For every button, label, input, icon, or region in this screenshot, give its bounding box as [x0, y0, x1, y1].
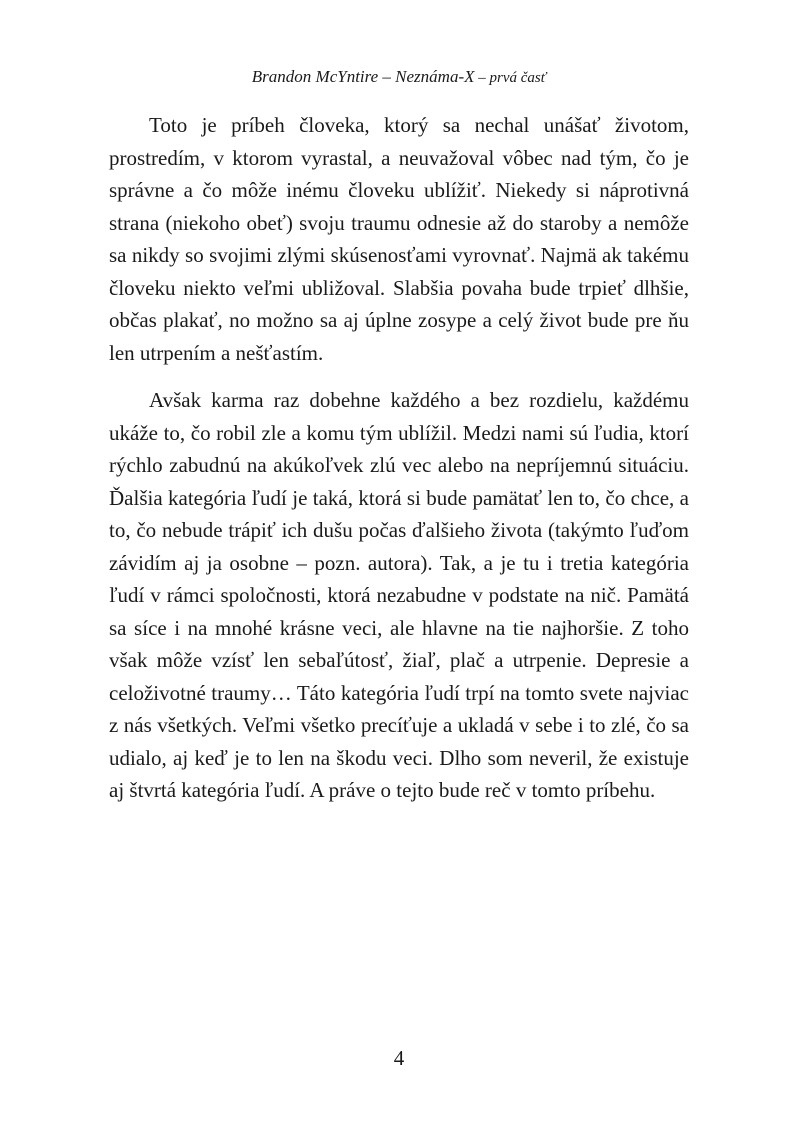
paragraph: Toto je príbeh človeka, ktorý sa nechal unášať životom, prostredím, v ktorom vyrastal, a neuvažoval vôbec nad tým, čo je správne a čo môže inému človeku ublížiť. Niekedy si náprotivná strana (niekoho obeť) svoju traumu odnesie až do staroby a nemôže sa nikdy so svojimi zlými skúsenosťami vyrovnať. Najmä ak takému človeku niekto veľmi ubližoval. Slabšia povaha bude trpieť dlhšie, občas plakať, no možno sa aj úplne zosype a celý život bude pre ňu len utrpením a nešťastím.: [109, 113, 689, 365]
running-header: [109, 66, 689, 89]
header-part: – prvá časť: [474, 70, 547, 86]
body-text: [109, 109, 689, 807]
page-number: 4: [393, 1046, 405, 1070]
paragraph: Avšak karma raz dobehne každého a bez rozdielu, každému ukáže to, čo robil zle a komu tým ublížil. Medzi nami sú ľudia, ktorí rýchlo zabudnú na akúkoľvek zlú vec alebo na nepríjemnú situáciu. Ďalšia kategória ľudí je taká, ktorá si bude pamätať len to, čo chce, a to, čo nebude trápiť ich dušu počas ďalšieho života (takýmto ľuďom závidím aj ja osobne – pozn. autora). Tak, a je tu i tretia kategória ľudí v rámci spoločnosti, ktorá nezabudne v podstate na nič. Pamätá sa síce i na mnohé krásne veci, ale hlavne na tie najhoršie. Z toho však môže vzísť len sebaľútosť, žiaľ, plač a utrpenie. Depresie a celoživotné traumy… Táto kategória ľudí trpí na tomto svete najviac z nás všetkých. Veľmi všetko precíťuje a ukladá v sebe i to zlé, čo sa udialo, aj keď je to len na škodu veci. Dlho som neveril, že existuje aj štvrtá kategória ľudí. A práve o tejto bude reč v tomto príbehu.: [109, 388, 689, 802]
book-page: [109, 0, 689, 1136]
header-title: Brandon McYntire – Neznáma-X: [251, 67, 475, 86]
